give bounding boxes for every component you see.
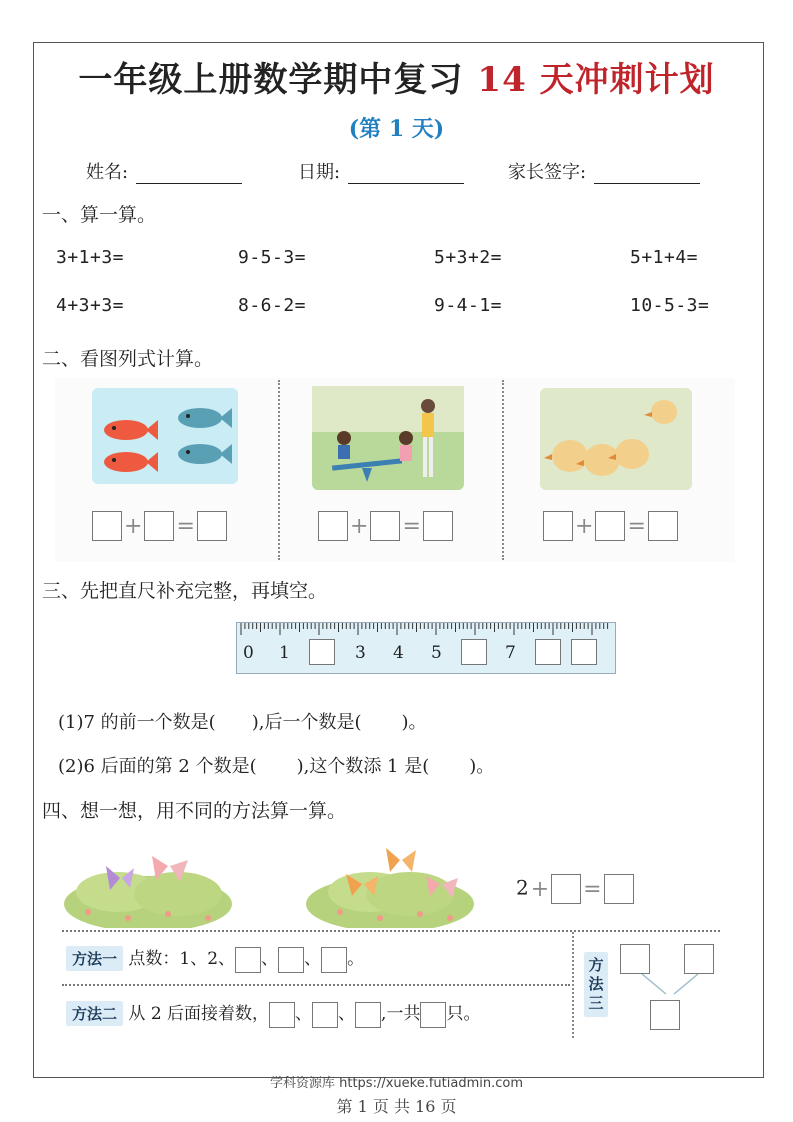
answer-box[interactable] <box>684 944 714 974</box>
playground-illustration <box>312 386 464 490</box>
section3-title: 三、先把直尺补充完整，再填空。 <box>42 580 328 602</box>
bush-butterflies-illustration <box>48 838 248 928</box>
butterfly-icon <box>386 848 416 872</box>
source-footer: 学科资源库 https://xueke.futiadmin.com <box>269 1076 523 1091</box>
equation: 4+3+3= <box>56 295 125 316</box>
name-field <box>86 158 242 184</box>
answer-box[interactable] <box>648 511 678 541</box>
boy-icon <box>337 431 351 459</box>
method-3-tag: 方法三 <box>584 952 608 1017</box>
ruler-number: 0 <box>243 643 254 663</box>
girl-icon <box>399 431 413 461</box>
ruler-blank[interactable] <box>461 639 487 665</box>
section4-equation: 2+ = <box>516 874 634 904</box>
plus-sign: + <box>124 513 143 539</box>
divider <box>62 984 570 986</box>
ruler-ticks <box>237 623 617 637</box>
equation: 9-5-3= <box>238 247 307 268</box>
equation: 10-5-3= <box>630 295 710 316</box>
title-accent: 14 天冲刺计划 <box>477 60 715 100</box>
answer-box[interactable] <box>423 511 453 541</box>
answer-box[interactable] <box>370 511 400 541</box>
ruler-number: 3 <box>355 643 366 663</box>
date-label: 日期: <box>298 162 341 183</box>
divider <box>278 380 280 560</box>
section2-title: 二、看图列式计算。 <box>42 348 214 370</box>
section4-title: 四、想一想，用不同的方法算一算。 <box>42 800 347 822</box>
ruler-number: 7 <box>505 643 516 663</box>
plus-sign: + <box>575 513 594 539</box>
ruler-blank[interactable] <box>571 639 597 665</box>
fish-illustration <box>92 388 238 484</box>
date-field <box>298 158 464 184</box>
answer-box[interactable] <box>420 1002 446 1028</box>
sign-blank[interactable] <box>594 165 700 184</box>
answer-box[interactable] <box>355 1002 381 1028</box>
divider <box>572 932 574 1038</box>
equals-sign: = <box>583 876 602 902</box>
section1-title: 一、算一算。 <box>42 204 157 226</box>
name-label: 姓名: <box>86 162 129 183</box>
date-blank[interactable] <box>348 165 464 184</box>
answer-box[interactable] <box>269 1002 295 1028</box>
equation: 8-6-2= <box>238 295 307 316</box>
answer-box[interactable] <box>543 511 573 541</box>
equation: 9-4-1= <box>434 295 503 316</box>
ruler-number: 1 <box>279 643 290 663</box>
equation-blanks <box>318 511 453 541</box>
page-number: 第 1 页 共 16 页 <box>336 1097 457 1116</box>
answer-box[interactable] <box>92 511 122 541</box>
plus-sign: + <box>350 513 369 539</box>
chicks-illustration <box>540 388 692 490</box>
method-1: 方法一 点数：1、2、 、 、 。 <box>66 944 364 973</box>
question-2: (2)6 后面的第 2 个数是( ),这个数添 1 是( )。 <box>58 756 495 777</box>
name-blank[interactable] <box>136 165 242 184</box>
equals-sign: = <box>627 513 646 539</box>
answer-box[interactable] <box>620 944 650 974</box>
answer-box[interactable] <box>312 1002 338 1028</box>
answer-box[interactable] <box>197 511 227 541</box>
answer-box[interactable] <box>318 511 348 541</box>
ruler <box>236 622 616 674</box>
equation: 3+1+3= <box>56 247 125 268</box>
ruler-number: 5 <box>431 643 442 663</box>
answer-box[interactable] <box>235 947 261 973</box>
answer-box[interactable] <box>551 874 581 904</box>
equation: 5+3+2= <box>434 247 503 268</box>
equals-sign: = <box>402 513 421 539</box>
equation-blanks <box>543 511 678 541</box>
ruler-number: 4 <box>393 643 404 663</box>
method-2: 方法二 从 2 后面接着数， 、 、 ,一共 只。 <box>66 999 480 1028</box>
question-1: (1)7 的前一个数是( ),后一个数是( )。 <box>58 712 427 733</box>
equation-blanks <box>92 511 227 541</box>
plus-sign: + <box>530 876 550 902</box>
sign-field <box>508 158 700 184</box>
method-tag: 方法二 <box>66 1001 123 1026</box>
sign-label: 家长签字: <box>508 162 587 183</box>
day-label: (第 1 天) <box>348 116 445 142</box>
answer-box[interactable] <box>604 874 634 904</box>
ruler-blank[interactable] <box>309 639 335 665</box>
bush-butterflies-illustration <box>300 838 500 928</box>
ruler-blank[interactable] <box>535 639 561 665</box>
page-title <box>0 52 793 101</box>
equals-sign: = <box>176 513 195 539</box>
title-main: 一年级上册数学期中复习 <box>78 60 464 100</box>
answer-box[interactable] <box>278 947 304 973</box>
answer-box[interactable] <box>595 511 625 541</box>
equation: 5+1+4= <box>630 247 699 268</box>
answer-box[interactable] <box>144 511 174 541</box>
answer-box[interactable] <box>321 947 347 973</box>
method-tag: 方法一 <box>66 946 123 971</box>
answer-box[interactable] <box>650 1000 680 1030</box>
divider <box>502 380 504 560</box>
divider <box>62 930 720 932</box>
